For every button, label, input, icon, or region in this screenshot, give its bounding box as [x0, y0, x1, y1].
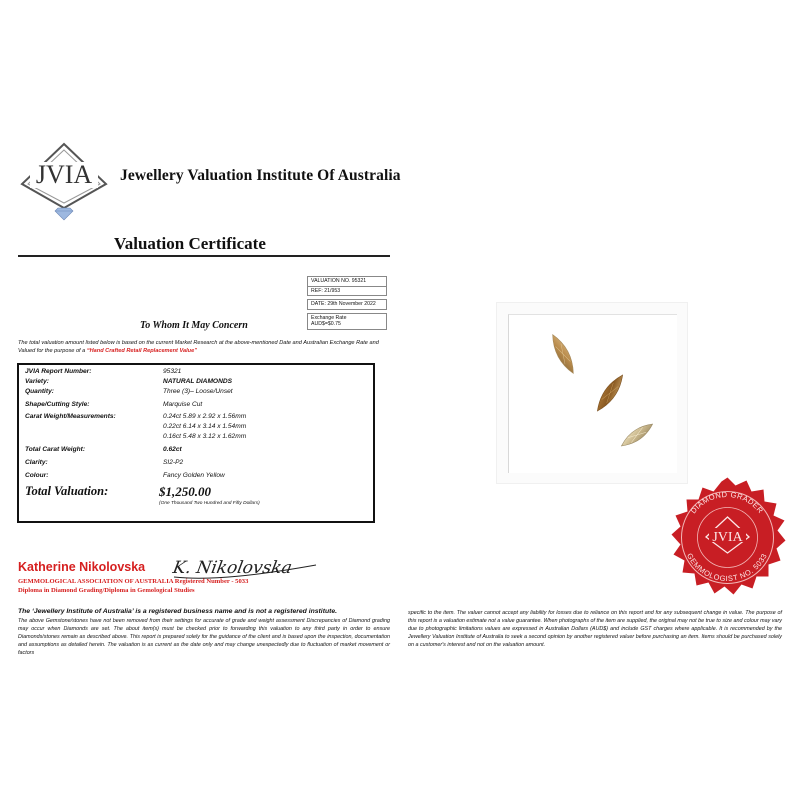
- marquise-diamond-icon: [619, 420, 656, 450]
- valuation-number: VALUATION NO. 95321: [307, 276, 387, 287]
- intro-highlight: “Hand Crafted Retail Replacement Value”: [86, 348, 197, 354]
- salutation: To Whom It May Concern: [140, 320, 248, 331]
- row-label: Total Carat Weight:: [25, 446, 86, 453]
- exchange-rate-value: AUD$=$0.75: [311, 321, 341, 328]
- marquise-diamond-icon: [548, 332, 578, 376]
- diamond-icon: [55, 208, 73, 220]
- row-label: Variety:: [25, 378, 49, 385]
- row-value: 0.22ct 6.14 x 3.14 x 1.54mm: [163, 423, 247, 430]
- row-label: Clarity:: [25, 459, 48, 466]
- intro-paragraph: [18, 339, 390, 355]
- exchange-rate: [307, 313, 387, 330]
- total-valuation-words: (One Thousand Two Hundred and Fifty Dollars): [159, 501, 260, 506]
- total-valuation-amount: $1,250.00: [159, 484, 211, 499]
- row-value: 0.62ct: [163, 446, 182, 453]
- reference-number: REF: 21/953: [307, 287, 387, 297]
- row-value: 95321: [163, 368, 182, 375]
- signatory-association: GEMMOLOGICAL ASSOCIATION OF AUSTRALIA Registered Number - 5033: [18, 578, 249, 585]
- logo-text: JVIA: [35, 160, 93, 189]
- row-value: Marquise Cut: [163, 401, 203, 408]
- row-label: JVIA Report Number:: [25, 368, 92, 375]
- row-label: Shape/Cutting Style:: [25, 401, 90, 408]
- jvia-logo: [18, 142, 110, 222]
- marquise-diamond-icon: [593, 372, 627, 414]
- row-value: 0.16ct 5.48 x 3.12 x 1.62mm: [163, 433, 247, 440]
- seal-center-text: JVIA: [712, 530, 743, 545]
- row-value: Three (3)– Loose/Unset: [163, 388, 233, 395]
- seal-bottom-text: GEMMOLOGIST NO. 5033: [684, 551, 769, 584]
- row-label: Quantity:: [25, 388, 54, 395]
- row-label: Carat Weight/Measurements:: [25, 413, 116, 420]
- stones-illustration: [496, 302, 688, 484]
- disclaimer-left: The above Gemstone/stones have not been removed from their settings for accurate of grade and weight assessment Discrepancies of Diamond grading may occur when Diamonds are set. The about item(s) must be checked prior to forwarding this valuation to any third party in order to ensure Diamonds/stones remain as described above. This report is prepared solely for the guidance of the client and is based upon the inspection, documentation and assumptions as detailed herein. The valuation is as current as the date only and may change unexpectedly due to fluctuation of market movement or factors: [18, 618, 390, 657]
- report-details-box: [17, 363, 375, 523]
- institute-name: Jewellery Valuation Institute Of Australia: [120, 167, 401, 184]
- signatory-name: Katherine Nikolovska: [18, 560, 146, 574]
- intro-text: The total valuation amount listed below is based on the current Market Research at the above-mentioned Date and Australian Exchange Rate and Valued for the purpose of a: [18, 340, 379, 354]
- row-value: NATURAL DIAMONDS: [163, 378, 232, 385]
- disclaimer-right: specific to the item. The valuer cannot accept any liability for losses due to reliance on this report and for any subsequent change in value. The purpose of this report is a valuation estimate not a value guarantee. When photographs of the item are supplied, the original may not be true to size and colour may vary due to photographic limitations values are expressed in Australian Dollars (AUD$) and include GST charges where applicable. It is recommended by the Jewellery Valuation Institute of Australia to seek a second opinion by another registered valuer before purchasing an item. Items should be purchased solely on a customer's interest and not on the valuation amount.: [408, 610, 782, 649]
- title-divider: [18, 255, 390, 257]
- row-value: SI2-P2: [163, 459, 184, 466]
- diamond-grader-seal: [665, 475, 790, 600]
- seal-top-text: DIAMOND GRADER: [688, 489, 766, 516]
- exchange-rate-label: Exchange Rate: [311, 314, 347, 321]
- certificate-title: Valuation Certificate: [114, 234, 266, 253]
- row-value: 0.24ct 5.89 x 2.92 x 1.56mm: [163, 413, 247, 420]
- reference-box: [307, 276, 387, 330]
- row-value: Fancy Golden Yellow: [163, 472, 225, 479]
- signatory-diplomas: Diploma in Diamond Grading/Diploma in Gemological Studies: [18, 587, 195, 594]
- total-valuation-label: Total Valuation:: [25, 484, 109, 498]
- valuation-date: DATE: 29th November 2022: [307, 299, 387, 310]
- diamonds-photo: [496, 302, 688, 484]
- disclaimer-heading: The ‘Jewellery Institute of Australia’ is a registered business name and is not a registered institute.: [18, 608, 338, 615]
- signature-text: K. Nikolovska: [171, 558, 294, 578]
- row-label: Colour:: [25, 472, 49, 479]
